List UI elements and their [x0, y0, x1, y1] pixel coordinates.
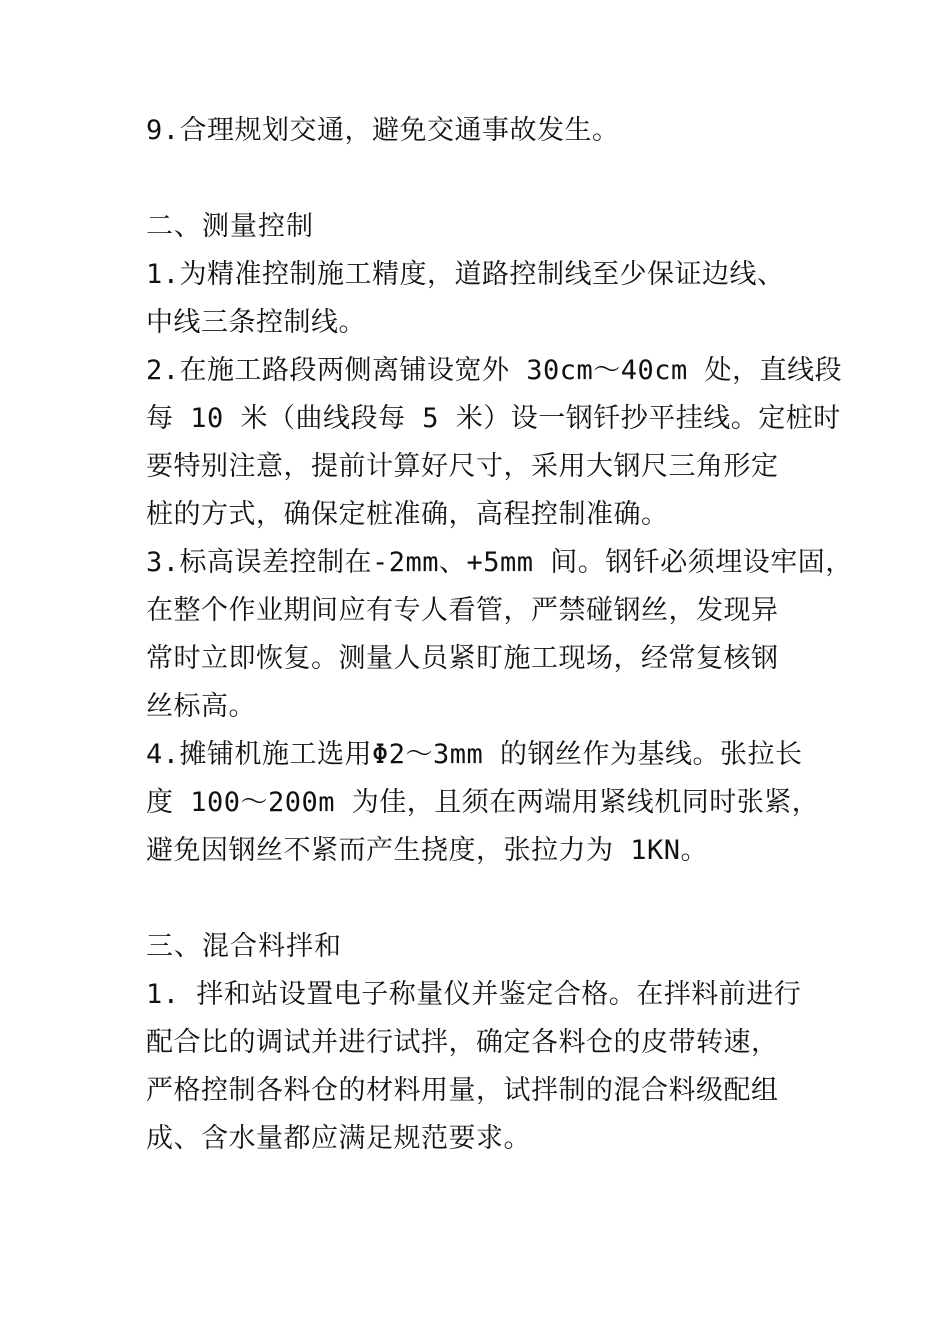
document-page — [146, 107, 853, 1163]
text-line: 1. 拌和站设置电子称量仪并鉴定合格。在拌料前进行 — [146, 979, 802, 1010]
text-line: 常时立即恢复。测量人员紧盯施工现场，经常复核钢 — [146, 643, 779, 674]
section-heading-measurement: 二、测量控制 — [146, 211, 314, 242]
text-line: 4.摊铺机施工选用Φ2～3mm 的钢丝作为基线。张拉长 — [146, 739, 803, 770]
text-line: 每 10 米（曲线段每 5 米）设一钢钎抄平挂线。定桩时 — [146, 403, 841, 434]
text-line: 度 100～200m 为佳，且须在两端用紧线机同时张紧， — [146, 787, 820, 818]
text-line: 配合比的调试并进行试拌，确定各料仓的皮带转速， — [146, 1027, 779, 1058]
text-line: 在整个作业期间应有专人看管，严禁碰钢丝，发现异 — [146, 595, 779, 626]
paragraph-item-9: 9.合理规划交通，避免交通事故发生。 — [146, 115, 620, 146]
section-gap — [146, 875, 810, 923]
text-line: 2.在施工路段两侧离铺设宽外 30cm～40cm 处，直线段 — [146, 355, 843, 386]
text-line: 避免因钢丝不紧而产生挠度，张拉力为 1KN。 — [146, 835, 709, 866]
section-gap — [146, 155, 810, 203]
text-line: 3.标高误差控制在-2mm、+5mm 间。钢钎必须埋设牢固， — [146, 547, 853, 578]
text-line: 桩的方式，确保定桩准确，高程控制准确。 — [146, 499, 669, 530]
section-heading-mixing: 三、混合料拌和 — [146, 931, 342, 962]
text-line: 中线三条控制线。 — [146, 307, 366, 338]
text-line: 严格控制各料仓的材料用量，试拌制的混合料级配组 — [146, 1075, 779, 1106]
text-line: 丝标高。 — [146, 691, 256, 722]
text-line: 1.为精准控制施工精度，道路控制线至少保证边线、 — [146, 259, 785, 290]
text-line: 要特别注意，提前计算好尺寸，采用大钢尺三角形定 — [146, 451, 779, 482]
text-line: 成、含水量都应满足规范要求。 — [146, 1123, 531, 1154]
